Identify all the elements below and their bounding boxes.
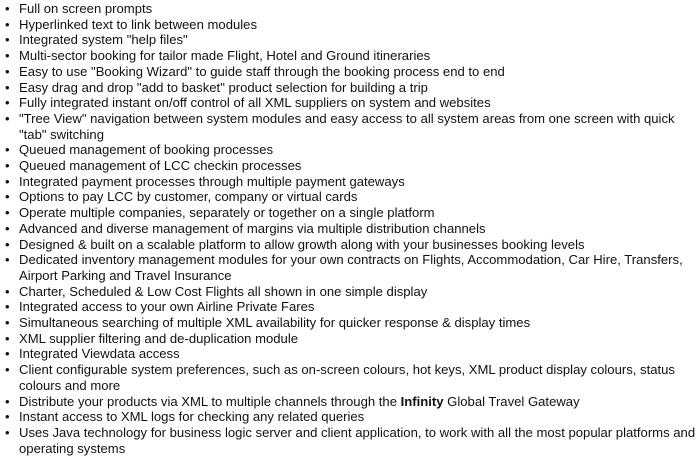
list-item-text: Integrated payment processes through multiple payment gateways — [19, 173, 405, 189]
list-item — [0, 299, 700, 315]
list-item — [0, 189, 700, 205]
list-item — [0, 252, 700, 283]
list-item — [0, 32, 700, 48]
list-item-text: Simultaneous searching of multiple XML availability for quicker response & display times — [19, 315, 531, 331]
list-item — [0, 315, 700, 331]
bullet-icon: • — [5, 220, 10, 236]
list-item-text: "Tree View" navigation between system modules and easy access to all system areas from one screen with quick "tab" switching — [19, 110, 675, 142]
list-item-text: Instant access to XML logs for checking any related queries — [19, 409, 365, 425]
list-item-text: Charter, Scheduled & Low Cost Flights all shown in one simple display — [19, 283, 428, 299]
bullet-icon: • — [5, 110, 10, 126]
list-item-text: XML supplier filtering and de-duplication module — [19, 330, 299, 346]
list-item-text: Options to pay LCC by customer, company or virtual cards — [19, 189, 358, 205]
list-item — [0, 409, 700, 425]
bullet-icon: • — [5, 32, 10, 48]
list-item-text: Integrated system "help files" — [19, 32, 188, 48]
bullet-icon: • — [5, 205, 10, 221]
list-item-text: Hyperlinked text to link between modules — [19, 16, 257, 32]
list-item-text: Integrated access to your own Airline Private Fares — [19, 299, 315, 315]
bullet-icon: • — [5, 299, 10, 315]
list-item-text: Fully integrated instant on/off control of all XML suppliers on system and websites — [19, 95, 491, 111]
bullet-icon: • — [5, 63, 10, 79]
list-item-text: Client configurable system preferences, such as on-screen colours, hot keys, XML product display colours, status colours and more — [19, 362, 675, 393]
list-item-text: Dedicated inventory management modules for your own contracts on Flights, Accommodation, Car Hire, Transfers, Airport Parking and Travel Insurance — [19, 252, 683, 283]
list-item — [0, 362, 700, 393]
list-item — [0, 64, 700, 80]
list-item-gateway — [0, 394, 700, 410]
bullet-icon: • — [5, 48, 10, 64]
list-item — [0, 237, 700, 253]
list-item — [0, 80, 700, 96]
list-item — [0, 48, 700, 64]
list-item — [0, 331, 700, 347]
bullet-icon: • — [5, 283, 10, 299]
bullet-icon: • — [5, 1, 10, 16]
bullet-icon: • — [5, 362, 10, 378]
bullet-icon: • — [5, 173, 10, 189]
infinity-brand-name: Infinity — [400, 393, 444, 409]
bullet-icon: • — [5, 236, 10, 252]
bullet-icon: • — [5, 79, 10, 95]
list-item — [0, 158, 700, 174]
list-item — [0, 142, 700, 158]
list-item — [0, 95, 700, 111]
list-item-text: Easy to use "Booking Wizard" to guide staff through the booking process end to end — [19, 63, 505, 79]
bullet-icon: • — [5, 158, 10, 174]
bullet-icon: • — [5, 95, 10, 111]
list-item-text: Queued management of LCC checkin processes — [19, 158, 302, 174]
bullet-icon: • — [5, 393, 10, 409]
bullet-icon: • — [5, 142, 10, 158]
list-item — [0, 205, 700, 221]
list-item-text: Advanced and diverse management of margins via multiple distribution channels — [19, 220, 486, 236]
bullet-icon: • — [5, 16, 10, 32]
bullet-icon: • — [5, 346, 10, 362]
bullet-icon: • — [5, 252, 10, 268]
list-item-text: Integrated Viewdata access — [19, 346, 180, 362]
list-item — [0, 111, 700, 142]
list-item — [0, 284, 700, 300]
list-item-text: Easy drag and drop "add to basket" product selection for building a trip — [19, 79, 428, 95]
list-item — [0, 346, 700, 362]
list-item — [0, 1, 700, 17]
bullet-icon: • — [5, 330, 10, 346]
list-item — [0, 425, 700, 456]
gateway-text-after: Global Travel Gateway — [443, 393, 580, 409]
bullet-icon: • — [5, 315, 10, 331]
gateway-text-before: Distribute your products via XML to multiple channels through the — [19, 393, 401, 409]
list-item — [0, 17, 700, 33]
list-item-text: Uses Java technology for business logic server and client application, to work with all the most popular platforms and operating systems — [19, 424, 696, 456]
list-item-text: Multi-sector booking for tailor made Flight, Hotel and Ground itineraries — [19, 48, 431, 64]
list-item-text: Full on screen prompts — [19, 1, 153, 16]
bullet-icon: • — [5, 424, 10, 440]
list-item-text: Queued management of booking processes — [19, 142, 274, 158]
list-item-text: Operate multiple companies, separately or together on a single platform — [19, 205, 435, 221]
list-item-text: Designed & built on a scalable platform to allow growth along with your businesses booking levels — [19, 236, 585, 252]
list-item — [0, 174, 700, 190]
bullet-icon: • — [5, 409, 10, 425]
bullet-icon: • — [5, 189, 10, 205]
list-item — [0, 221, 700, 237]
